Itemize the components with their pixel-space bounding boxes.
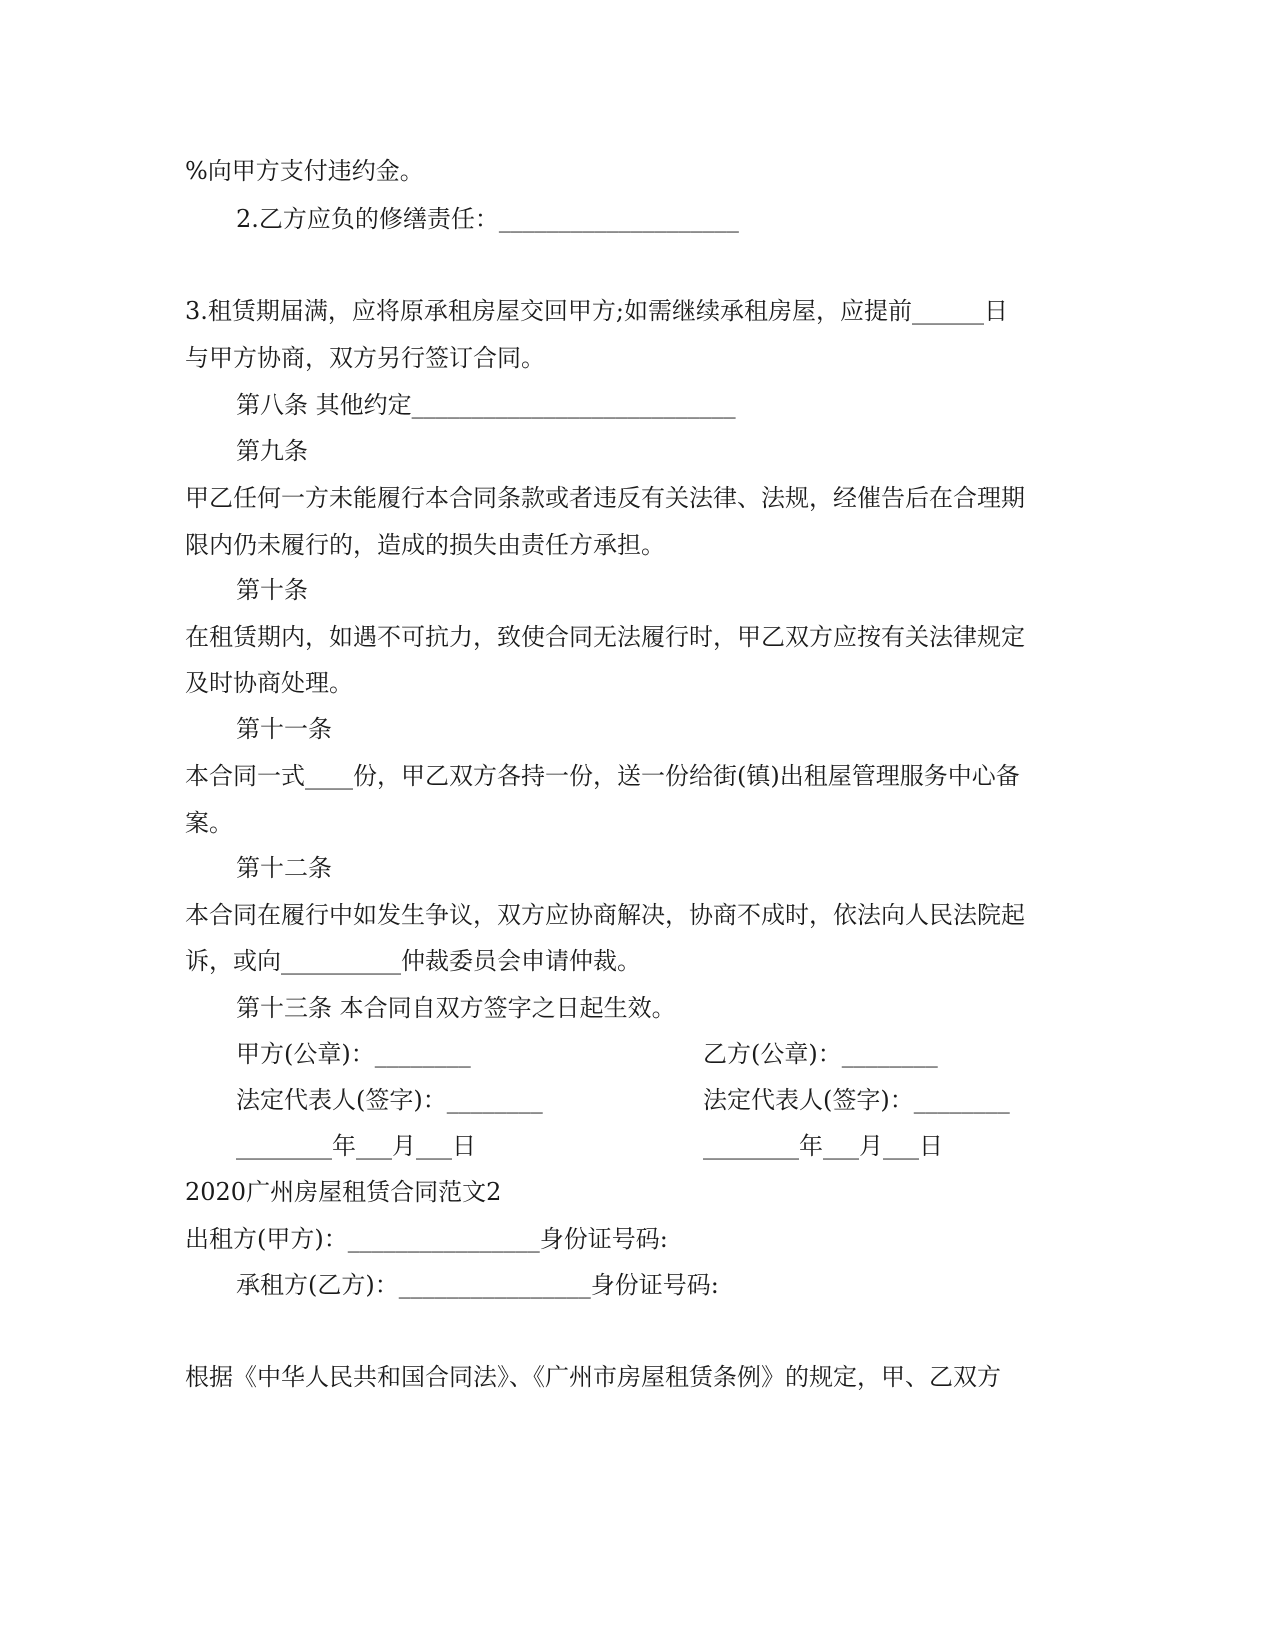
intro-line: 根据《中华人民共和国合同法》、《广州市房屋租赁条例》的规定，甲、乙双方 xyxy=(185,1363,1001,1391)
section-heading: 第九条 xyxy=(236,437,308,465)
text-line: 本合同一式____份，甲乙双方各持一份，送一份给街(镇)出租屋管理服务中心备 xyxy=(185,762,1020,790)
text-line: 3.租赁期届满，应将原承租房屋交回甲方;如需继续承租房屋，应提前______日 xyxy=(185,297,1008,325)
text-line: 诉，或向__________仲裁委员会申请仲裁。 xyxy=(185,947,641,975)
text-line: 在租赁期内，如遇不可抗力，致使合同无法履行时，甲乙双方应按有关法律规定 xyxy=(185,623,1025,651)
text-line: 本合同在履行中如发生争议，双方应协商解决，协商不成时，依法向人民法院起 xyxy=(185,901,1025,929)
party-b-date: ________年___月___日 xyxy=(703,1132,943,1160)
lessee-line: 承租方(乙方)：________________身份证号码: xyxy=(236,1271,719,1299)
section-heading: 第十条 xyxy=(236,576,308,604)
text-line: 及时协商处理。 xyxy=(185,669,353,697)
text-line: 甲乙任何一方未能履行本合同条款或者违反有关法律、法规，经催告后在合理期 xyxy=(185,484,1025,512)
section-heading: 第十一条 xyxy=(236,715,332,743)
party-b-seal: 乙方(公章)：________ xyxy=(703,1040,938,1068)
party-a-seal: 甲方(公章)：________ xyxy=(236,1040,471,1068)
section-heading: 第十二条 xyxy=(236,854,332,882)
text-line: 2.乙方应负的修缮责任：____________________ xyxy=(236,205,739,233)
party-a-date: ________年___月___日 xyxy=(236,1132,476,1160)
section-heading: 第八条 其他约定___________________________ xyxy=(236,391,736,419)
text-line: %向甲方支付违约金。 xyxy=(185,157,424,185)
text-line: 限内仍未履行的，造成的损失由责任方承担。 xyxy=(185,531,665,559)
document-title: 2020广州房屋租赁合同范文2 xyxy=(185,1178,502,1206)
text-line: 案。 xyxy=(185,809,233,837)
text-line: 与甲方协商，双方另行签订合同。 xyxy=(185,344,545,372)
section-heading: 第十三条 本合同自双方签字之日起生效。 xyxy=(236,994,676,1022)
lessor-line: 出租方(甲方)：________________身份证号码: xyxy=(185,1225,668,1253)
party-a-representative: 法定代表人(签字)：________ xyxy=(236,1086,543,1114)
party-b-representative: 法定代表人(签字)：________ xyxy=(703,1086,1010,1114)
